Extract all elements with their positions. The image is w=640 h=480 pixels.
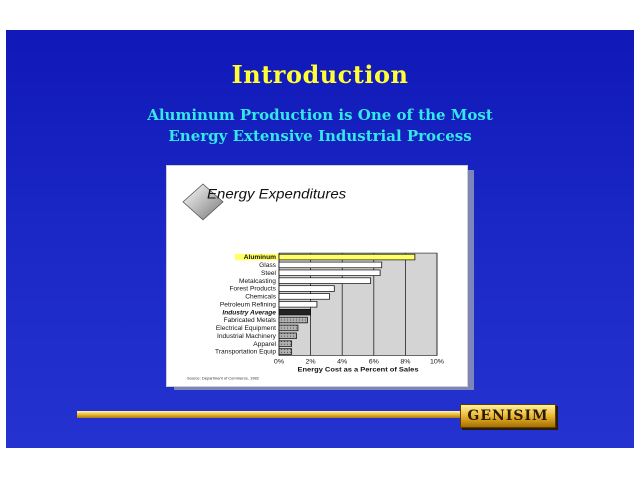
x-tick-label: 4% [337,358,348,366]
category-label: Glass [259,262,276,270]
x-axis-label: Energy Cost as a Percent of Sales [297,365,419,374]
bar [279,254,415,260]
category-label: Metalcasting [238,278,276,285]
category-label: Industry Average [222,309,276,317]
category-label: Petroleum Refining [219,301,276,309]
chart-title: Energy Expenditures [207,186,347,203]
chart-figure [166,165,468,387]
bar-chart [167,166,467,386]
category-label: Industrial Machinery [216,333,276,340]
bar [279,309,311,315]
bar [279,286,334,292]
bar [279,325,298,331]
bar [279,262,382,268]
category-label: Forest Products [229,286,276,293]
category-labels [215,254,278,356]
category-label: Chemicals [245,293,276,301]
slide-title: Introduction [231,60,409,89]
category-label: Aluminum [243,254,276,262]
x-tick-label: 10% [430,358,444,366]
bar [279,294,330,300]
slide-background [6,30,634,448]
tick-labels [274,359,444,366]
bar [279,301,317,307]
x-tick-label: 8% [400,358,411,366]
category-label: Electrical Equipment [215,325,276,333]
genisim-logo: GENISIM [460,404,556,428]
x-tick-label: 2% [305,358,316,366]
bar [279,349,292,355]
slide-subtitle-line1: Aluminum Production is One of the Most [147,106,493,124]
bar [279,333,296,339]
x-tick-label: 0% [273,358,285,366]
category-label: Apparel [253,341,276,348]
slide-subtitle-line2: Energy Extensive Industrial Process [168,127,472,145]
bar [279,317,307,323]
bar [279,278,371,284]
bar [279,341,292,347]
bottom-gold-bar [77,411,465,418]
category-label: Fabricated Metals [223,317,276,325]
category-label: Steel [260,270,276,277]
x-tick-label: 6% [368,358,379,366]
source-note: Source: Department of Commerce, 1982 [187,376,259,381]
bar [279,270,380,276]
category-label: Transportation Equip [215,349,276,356]
